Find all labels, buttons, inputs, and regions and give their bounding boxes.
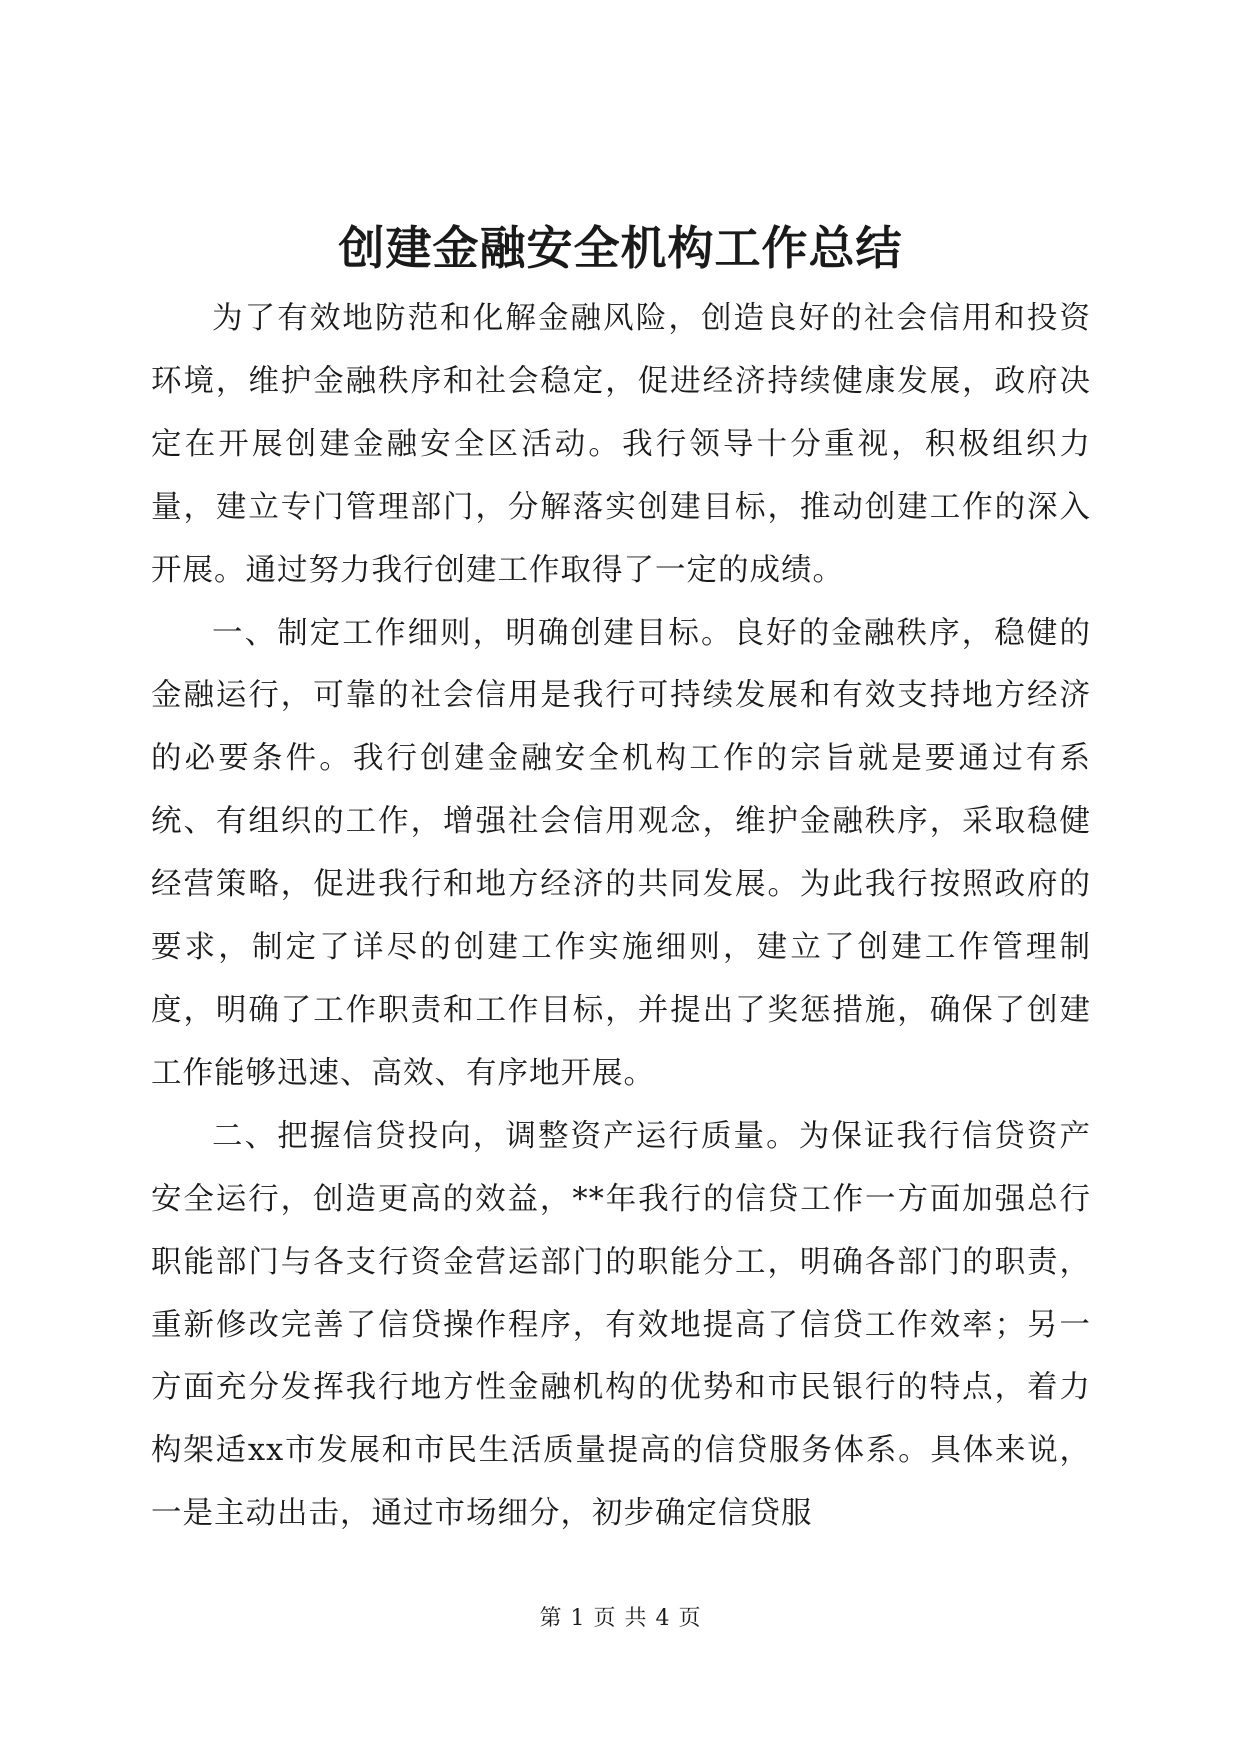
document-body	[151, 288, 1091, 1546]
paragraph-intro: 为了有效地防范和化解金融风险，创造良好的社会信用和投资环境，维护金融秩序和社会稳定，促进经济持续健康发展，政府决定在开展创建金融安全区活动。我行领导十分重视，积极组织力量，建立专门管理部门，分解落实创建目标，推动创建工作的深入开展。通过努力我行创建工作取得了一定的成绩。	[151, 301, 1091, 588]
paragraph-section-1: 一、制定工作细则，明确创建目标。良好的金融秩序，稳健的金融运行，可靠的社会信用是我行可持续发展和有效支持地方经济的必要条件。我行创建金融安全机构工作的宗旨就是要通过有系统、有组织的工作，增强社会信用观念，维护金融秩序，采取稳健经营策略，促进我行和地方经济的共同发展。为此我行按照政府的要求，制定了详尽的创建工作实施细则，建立了创建工作管理制度，明确了工作职责和工作目标，并提出了奖惩措施，确保了创建工作能够迅速、高效、有序地开展。	[151, 615, 1091, 1091]
paragraph-section-2: 二、把握信贷投向，调整资产运行质量。为保证我行信贷资产安全运行，创造更高的效益，**年我行的信贷工作一方面加强总行职能部门与各支行资金营运部门的职能分工，明确各部门的职责，重新修改完善了信贷操作程序，有效地提高了信贷工作效率；另一方面充分发挥我行地方性金融机构的优势和市民银行的特点，着力构架适xx市发展和市民生活质量提高的信贷服务体系。具体来说，一是主动出击，通过市场细分，初步确定信贷服	[151, 1118, 1091, 1532]
document-title: 创建金融安全机构工作总结	[338, 221, 903, 275]
page-number-footer: 第 1 页 共 4 页	[539, 1606, 702, 1631]
